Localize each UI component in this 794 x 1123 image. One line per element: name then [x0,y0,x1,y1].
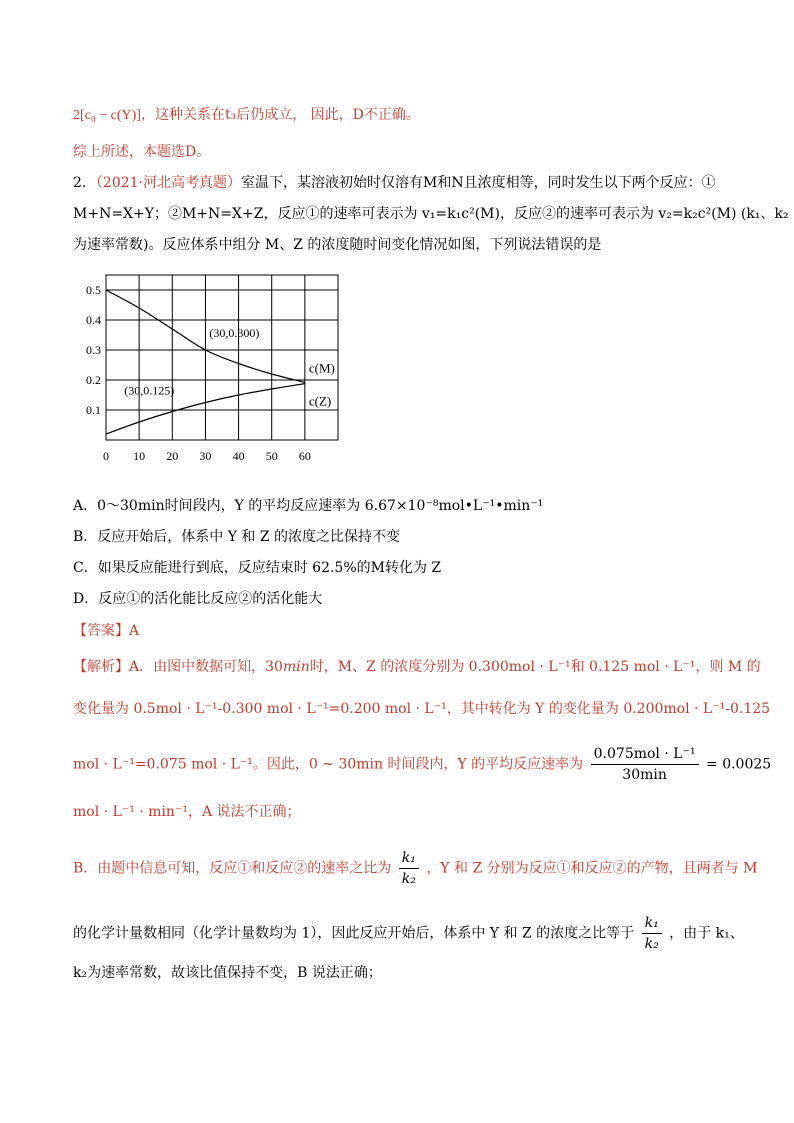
explanation-line-4 [73,803,301,821]
option-c: C．如果反应能进行到底，反应结束时 62.5%的M转化为 Z [73,560,442,576]
x-tick-label: 60 [298,449,311,463]
x-tick-label: 30 [199,449,212,463]
explanation-line-1 [73,658,761,676]
explanation-text-5b: ，Y 和 Z 分别为反应①和反应②的产物，且两者与 M [426,860,758,877]
k1-symbol: k₁ [642,913,662,934]
y-tick-label: 0.4 [86,313,101,327]
x-tick-label: 50 [265,449,278,463]
answer: 【答案】A [73,623,140,639]
rate-unit: mol · L⁻¹ · min⁻¹ [73,804,188,820]
rate-numerator: 0.075mol · L⁻¹ [591,744,699,765]
explanation-text-4b: ，A 说法不正确； [187,804,301,820]
intro-text: ，这种关系在t₃后仍成立， 因此，D不正确。 [140,107,420,123]
y-tick-label: 0.1 [86,403,101,417]
question-line-1 [73,174,716,192]
question-line-2: M+N=X+Y；②M+N=X+Z，反应①的速率可表示为 v₁=k₁c²(M)，反应②的速率可表示为 v₂=k₂c²(M) (k₁、k₂ [73,206,789,222]
k-ratio-fraction-1 [399,848,419,889]
chart-labels [124,326,259,398]
rate-value: = 0.0025 [706,756,772,773]
option-b: B．反应开始后，体系中 Y 和 Z 的浓度之比保持不变 [73,529,401,545]
question-line-3: 为速率常数)。反应体系中组分 M、Z 的浓度随时间变化情况如图，下列说法错误的是 [73,237,602,253]
series-label: c(M) [308,360,335,376]
explanation-text-5a: B．由题中信息可知，反应①和反应②的速率之比为 [73,860,392,877]
formula: 2[c₀ − c(Y)] [73,108,141,123]
question-text: 室温下，某溶液初始时仅溶有M和N且浓度相等，同时发生以下两个反应：① [241,175,716,191]
explanation-line-2: 变化量为 0.5mol · L⁻¹-0.300 mol · L⁻¹=0.200 mol · L⁻¹，其中转化为 Y 的变化量为 0.200mol · L⁻¹-0.125 [73,701,771,717]
explanation-line-7: k₂为速率常数，故该比值保持不变，B 说法正确； [73,965,382,981]
question-source: （2021·河北高考真题） [95,175,242,191]
y-tick-label: 0.2 [86,373,101,387]
x-tick-label: 20 [166,449,179,463]
k2-symbol: k₂ [644,936,659,952]
annotation-label: (30,0.125) [124,383,175,398]
chart-ticks [86,283,311,463]
summary-line: 综上所述，本题选D。 [73,144,211,160]
explanation-line-3 [73,744,771,785]
series-label: c(Z) [308,393,332,409]
k2-symbol: k₂ [401,871,416,887]
option-a: A．0～30min时间段内，Y 的平均反应速率为 6.67×10⁻⁸mol•L⁻¹•min⁻¹ [73,498,544,514]
y-tick-label: 0.3 [86,343,101,357]
y-tick-label: 0.5 [86,283,101,297]
explanation-text-1b: 时，M、Z 的浓度分别为 0.300mol · L⁻¹和 0.125 mol · L⁻¹，则 M 的 [309,659,761,675]
explanation-text-6b: ，由于 k₁、 [669,925,744,942]
explanation-text-3a: mol · L⁻¹=0.075 mol · L⁻¹。因此，0 ~ 30min 时间段内，Y 的平均反应速率为 [73,756,584,773]
min-unit: min [282,659,310,675]
k1-symbol: k₁ [399,848,419,869]
question-number: 2． [73,175,96,191]
x-tick-label: 0 [103,449,109,463]
intro-line-1 [73,106,420,125]
rate-denominator: 30min [622,767,667,783]
concentration-chart [70,265,360,487]
option-d: D．反应①的活化能比反应②的活化能大 [73,591,323,607]
explanation-line-5 [73,848,757,889]
x-tick-label: 10 [133,449,146,463]
explanation-text-1a: 【解析】A．由图中数据可知，30 [73,659,283,675]
x-tick-label: 40 [232,449,245,463]
explanation-text-6a: 的化学计量数相同（化学计量数均为 1），因此反应开始后，体系中 Y 和 Z 的浓度之比等于 [73,925,635,942]
k-ratio-fraction-2 [642,913,662,954]
explanation-line-6 [73,913,744,954]
rate-fraction [591,744,699,785]
annotation-label: (30,0.300) [209,326,260,340]
chart-series [106,290,335,434]
